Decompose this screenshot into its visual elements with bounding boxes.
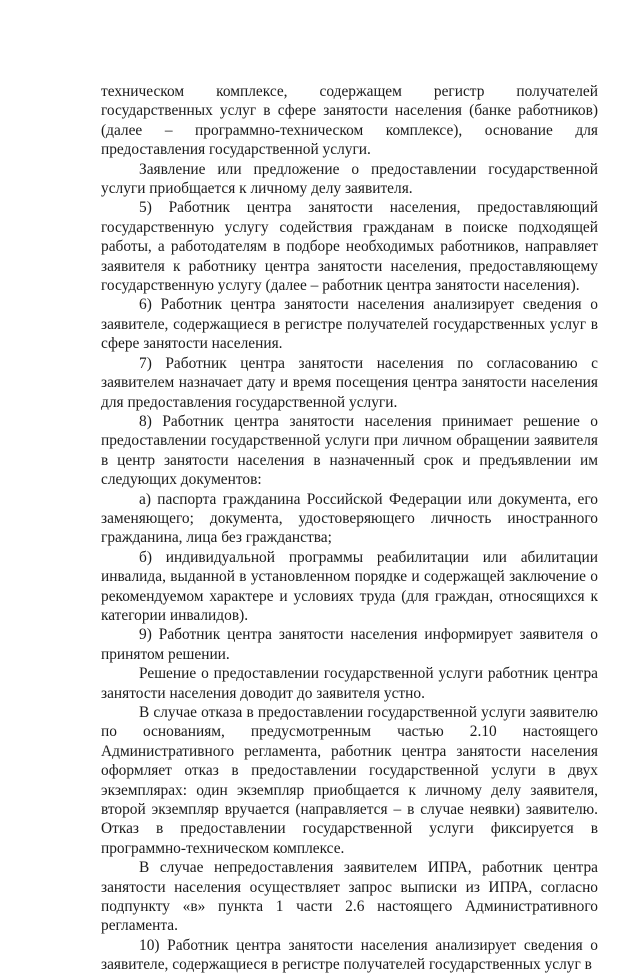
paragraph: 10) Работник центра занятости населения анализирует сведения о заявителе, содержащиеся в регистре получателей государственных услуг в: [101, 936, 598, 974]
paragraph: В случае непредоставления заявителем ИПРА, работник центра занятости населения осуществляет запрос выписки из ИПРА, согласно подпункту «в» пункта 1 части 2.6 настоящего Административного регламента.: [101, 859, 598, 935]
list-item: б) индивидуальной программы реабилитации или абилитации инвалида, выданной в установленном порядке и содержащей заключение о рекомендуемом характере и условиях труда (для граждан, относящихся к категории инвалидов).: [101, 548, 598, 624]
paragraph: техническом комплексе, содержащем регистр получателей государственных услуг в сфере занятости населения (банке работников) (далее – программно-техническом комплексе), основание для предоставления государственной услуги.: [101, 83, 598, 159]
paragraph: 9) Работник центра занятости населения информирует заявителя о принятом решении.: [101, 626, 598, 663]
paragraph: Решение о предоставлении государственной услуги работник центра занятости населения доводит до заявителя устно.: [101, 665, 598, 702]
paragraph: 5) Работник центра занятости населения, предоставляющий государственную услугу содействия гражданам в поиске подходящей работы, а работодателям в подборе необходимых работников, направляет заявителя к работнику центра занятости населения, предоставляющему государственную услугу (далее – работник центра занятости населения).: [101, 199, 598, 295]
paragraph: Заявление или предложение о предоставлении государственной услуги приобщается к личному делу заявителя.: [101, 160, 598, 198]
paragraph: 6) Работник центра занятости населения анализирует сведения о заявителе, содержащиеся в регистре получателей государственных услуг в сфере занятости населения.: [101, 296, 598, 353]
paragraph: 7) Работник центра занятости населения по согласованию с заявителем назначает дату и время посещения центра занятости населения для предоставления государственной услуги.: [101, 354, 598, 411]
paragraph: В случае отказа в предоставлении государственной услуги заявителю по основаниям, предусмотренным частью 2.10 настоящего Административного регламента, работник центра занятости населения оформляет отказ в предоставлении государственной услуги в двух экземплярах: один экземпляр приобщается к личному делу заявителя, второй экземпляр вручается (направляется – в случае неявки) заявителю. Отказ в предоставлении государственной услуги фиксируется в программно-техническом комплексе.: [101, 704, 598, 857]
list-item: а) паспорта гражданина Российской Федерации или документа, его заменяющего; документа, удостоверяющего личность иностранного гражданина, лица без гражданства;: [101, 490, 598, 547]
document-body: [101, 82, 598, 975]
paragraph: 8) Работник центра занятости населения принимает решение о предоставлении государственной услуги при личном обращении заявителя в центр занятости населения в назначенный срок и предъявлении им следующих документов:: [101, 412, 598, 489]
